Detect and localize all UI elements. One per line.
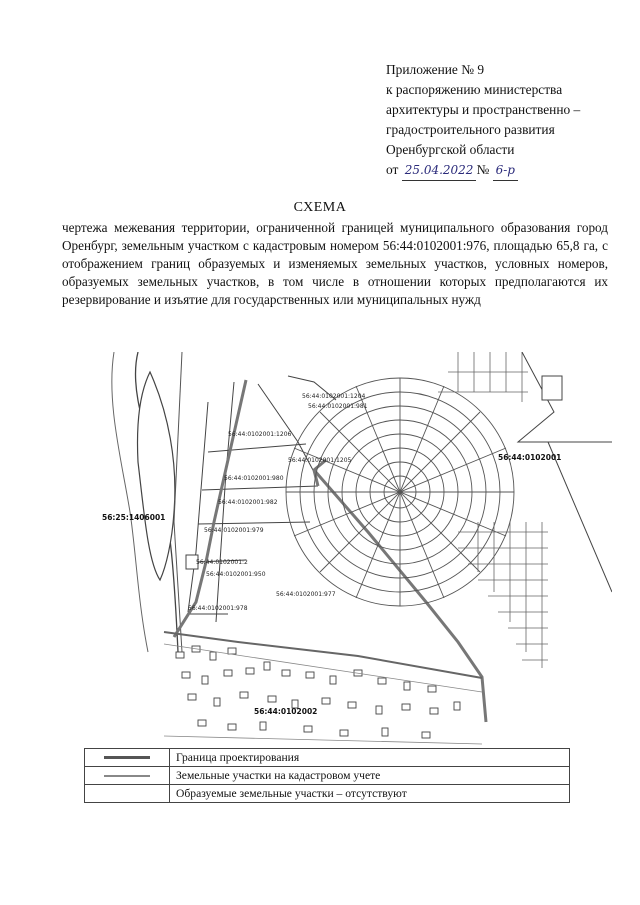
parcel-label: 56:44:0102001:1205	[288, 457, 352, 464]
handwritten-date: 25.04.2022	[402, 160, 477, 181]
document-title: СХЕМА	[293, 200, 347, 215]
legend-text: Земельные участки на кадастровом учете	[170, 767, 570, 785]
appendix-header	[386, 60, 626, 181]
parcel-label: 56:44:0102001:1204	[302, 393, 366, 400]
cemetery-rings	[286, 378, 514, 606]
quarter-label: 56:25:1406001	[102, 513, 166, 522]
number-sign: №	[476, 162, 490, 177]
map-legend	[84, 748, 570, 803]
parcel-label: 56:44:0102001:981	[308, 403, 368, 410]
appendix-line: Оренбургской области	[386, 142, 515, 157]
appendix-line: архитектуры и пространственно –	[386, 102, 581, 117]
parcel-label: 56:44:0102001:978	[188, 605, 248, 612]
parcel-label: 56:44:0102001:1206	[228, 431, 292, 438]
parcel-label: 56:44:0102001:950	[206, 571, 266, 578]
parcel-label: 56:44:0102001:977	[276, 591, 336, 598]
quarter-label: 56:44:0102002	[254, 707, 318, 716]
parcel-label: 56:44:0102001:979	[204, 527, 264, 534]
appendix-line: к распоряжению министерства	[386, 82, 563, 97]
legend-symbol-boundary	[85, 749, 170, 767]
legend-text: Граница проектирования	[170, 749, 570, 767]
parcel-label: 56:44:0102001:982	[218, 499, 278, 506]
appendix-date-line	[386, 160, 626, 181]
handwritten-number: 6-р	[493, 160, 518, 181]
legend-symbol-empty	[85, 785, 170, 803]
document-body: чертежа межевания территории, ограниченной границей муниципального образования город Оренбург, земельным участком с кадастровым номером 56:44:0102001:976, площадью 65,8 га, с отображением границ образуемых и изменяемых земельных участков, условных номеров, образуемых земельных участков, в том числе в отношении которых предполагаются их резервирование и изъятие для государственных или муниципальных нужд	[62, 220, 608, 307]
from-label: от	[386, 162, 399, 177]
parcel-label: 56:44:0102001:980	[224, 475, 284, 482]
cadastral-map	[78, 352, 612, 748]
quarter-label: 56:44:0102001	[498, 453, 562, 462]
legend-text: Образуемые земельные участки – отсутствуют	[170, 785, 570, 803]
parcel-label: 56:44:0102001:2	[196, 559, 248, 566]
appendix-line: градостроительного развития	[386, 122, 555, 137]
legend-symbol-parcels	[85, 767, 170, 785]
appendix-line: Приложение № 9	[386, 62, 485, 77]
map-svg	[78, 352, 612, 748]
